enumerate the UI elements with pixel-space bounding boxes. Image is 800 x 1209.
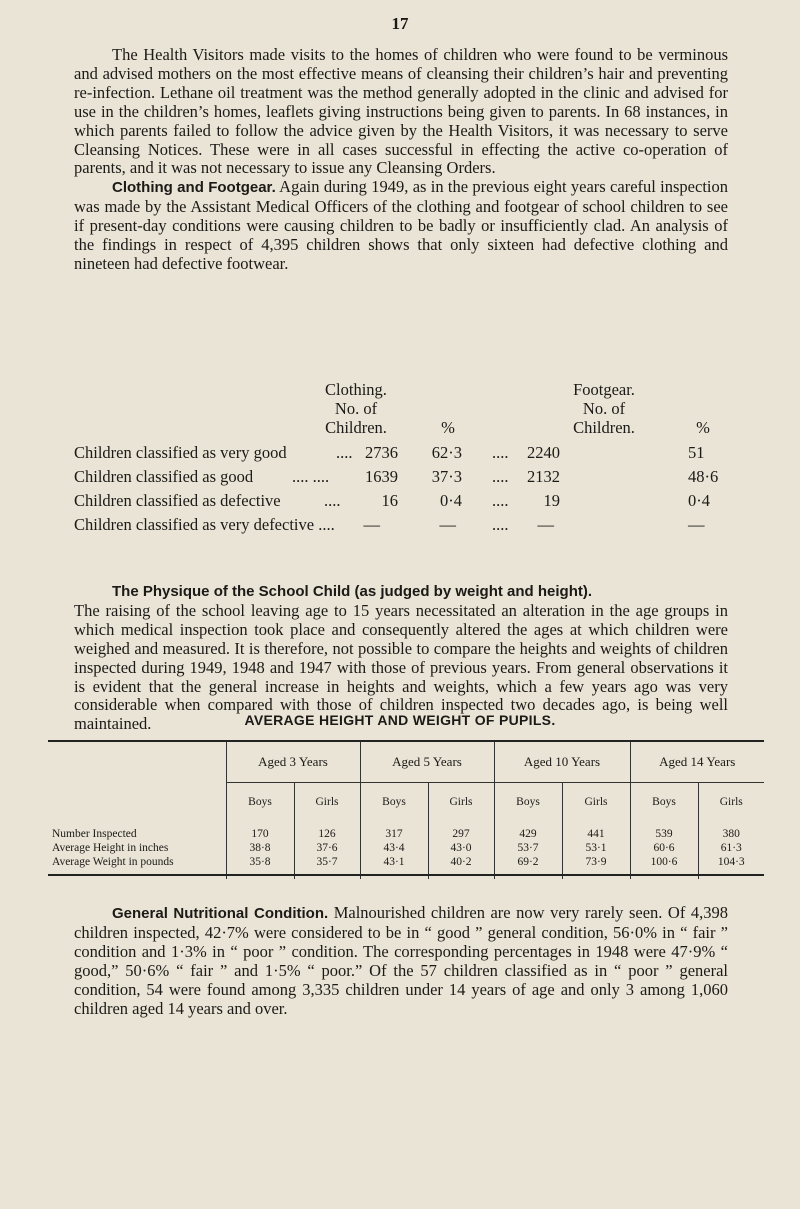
table-cell: 100·6 [630,855,698,879]
age-group-header-row [48,742,764,783]
health-visitors-paragraph: The Health Visitors made visits to the homes of children who were found to be verminous and advised mothers on the most effective means of cleansing their children’s hair and preventing re-infection. Lethane oil treatment was the method generally adopted in the clinic and advised for use in the children’s homes, leaflets giving instructions being given to parents. In 68 instances, in which parents failed to follow the advice given by the Health Visitors, it was necessary to serve Cleansing Notices. These were in all cases successful in effecting the active co-operation of parents, and it was not necessary to issue any Cleansing Orders. [74,45,728,178]
clothing-pct-header: % [441,418,455,437]
nutrition-paragraph [74,904,728,1018]
clothing-pct: — [439,515,456,534]
table-cell: 104·3 [698,855,764,879]
table-cell: 380 [698,821,764,841]
clothing-pct: 37·3 [431,467,462,486]
footgear-count: 2240 [527,443,560,462]
age-group-header: Aged 14 Years [630,742,764,783]
table-cell: 317 [360,821,428,841]
physique-heading: The Physique of the School Child (as judged by weight and height). [112,583,593,600]
footgear-count: 19 [543,491,560,510]
clothing-text: Again during 1949, as in the previous eight years careful inspection was made by the Assistant Medical Officers of the clothing and footgear of school children to see if present-day conditions were causing children to be badly or insufficiently clad. An analysis of the findings in respect of 4,395 children shows that only sixteen had defective clothing and nineteen had defective footwear. [74,177,728,273]
sex-header: Girls [562,783,630,822]
table-cell: 61·3 [698,841,764,855]
nutrition-heading: General Nutritional Condition. [112,905,329,922]
leader-dots: .... [336,443,353,462]
table-cell: 126 [294,821,360,841]
table-cell: 43·4 [360,841,428,855]
table-cell: 53·1 [562,841,630,855]
nutrition-text: Malnourished children are now very rarely seen. Of 4,398 children inspected, 42·7% were considered to be in “ good ” general condition, 56·0% in “ fair ” condition and 1·3% in “ poor ” condition. The corresponding percentages in 1948 were 47·9% “ good,” 50·6% “ fair ” and 1·5% “ poor.” Of the 57 children classified as in “ poor ” general condition, 54 were found among 3,335 children under 14 years of age and only 3 among 1,060 children aged 14 years and over. [74,903,729,1018]
average-table-title: AVERAGE HEIGHT AND WEIGHT OF PUPILS. [244,712,556,728]
header-line: Children. [325,418,387,437]
table-row [74,467,728,487]
table-cell: 35·8 [226,855,294,879]
row-label: Children classified as very defective .... [74,515,335,534]
clothing-column-header [306,380,406,437]
age-group-header: Aged 5 Years [360,742,494,783]
table-row [74,515,728,535]
clothing-pct: 0·4 [440,491,462,510]
blank-corner [48,742,226,783]
row-label: Children classified as defective [74,491,281,510]
sex-header: Girls [698,783,764,822]
table-cell: 37·6 [294,841,360,855]
clothing-pct: 62·3 [431,443,462,462]
row-label: Average Weight in pounds [52,856,174,868]
sex-header: Girls [294,783,360,822]
footgear-count: — [537,515,554,534]
footgear-pct: 51 [688,443,705,462]
clothing-paragraph [74,178,728,274]
height-weight-table [48,742,764,879]
leader-dots: .... [492,491,509,510]
header-line: Children. [573,418,635,437]
table-cell: 43·1 [360,855,428,879]
table-cell: 539 [630,821,698,841]
page-number: 17 [391,14,409,33]
header-line: Clothing. [325,380,387,399]
table-cell: 35·7 [294,855,360,879]
table-cell: 73·9 [562,855,630,879]
sex-header: Boys [360,783,428,822]
clothing-count: — [363,515,380,534]
table-cell: 43·0 [428,841,494,855]
physique-text: The raising of the school leaving age to 15 years necessitated an alteration in the age groups in which medical inspection took place and consequently altered the ages at which children were weighed and measured. It is therefore, not possible to compare the heights and weights of children inspected during 1949, 1948 and 1947 with those of previous years. From general observations it is evident that the general increase in heights and weights, which a few years ago was very considerable when compared with those of children inspected two decades ago, is being well maintained. [74,600,728,734]
sex-header-row [48,783,764,822]
clothing-count: 2736 [365,443,398,462]
leader-dots: .... [492,515,509,534]
table-cell: 69·2 [494,855,562,879]
age-group-header: Aged 10 Years [494,742,630,783]
header-line: No. of [582,399,626,418]
table-cell: 297 [428,821,494,841]
table-cell: 60·6 [630,841,698,855]
leader-dots: .... [492,467,509,486]
footgear-pct: 48·6 [688,467,719,486]
table-row [74,443,728,463]
table-cell: 170 [226,821,294,841]
leader-dots: .... [492,443,509,462]
sex-header: Boys [630,783,698,822]
clothing-count: 1639 [365,467,398,486]
header-line: No. of [334,399,378,418]
table-cell: 40·2 [428,855,494,879]
table-cell: 429 [494,821,562,841]
row-label: Average Height in inches [52,842,169,854]
row-label: Children classified as good [74,467,254,486]
footgear-count: 2132 [527,467,560,486]
footgear-pct-header: % [696,418,710,437]
sex-header: Girls [428,783,494,822]
clothing-count: 16 [381,491,398,510]
table-cell: 441 [562,821,630,841]
sex-header: Boys [226,783,294,822]
sex-header: Boys [494,783,562,822]
footgear-pct: 0·4 [688,491,710,510]
blank-corner [48,783,226,822]
table-cell: 38·8 [226,841,294,855]
table-row [74,491,728,511]
table-row [48,821,764,841]
table-row [48,841,764,855]
age-group-header: Aged 3 Years [226,742,360,783]
header-line: Footgear. [573,380,635,399]
table-bottom-rule [48,874,764,876]
footgear-pct: — [688,515,705,534]
row-label: Number Inspected [52,828,137,840]
row-label: Children classified as very good [74,443,287,462]
leader-dots: .... .... [292,467,330,486]
clothing-heading: Clothing and Footgear. [112,179,276,196]
leader-dots: .... [324,491,341,510]
table-cell: 53·7 [494,841,562,855]
footgear-column-header [554,380,654,437]
